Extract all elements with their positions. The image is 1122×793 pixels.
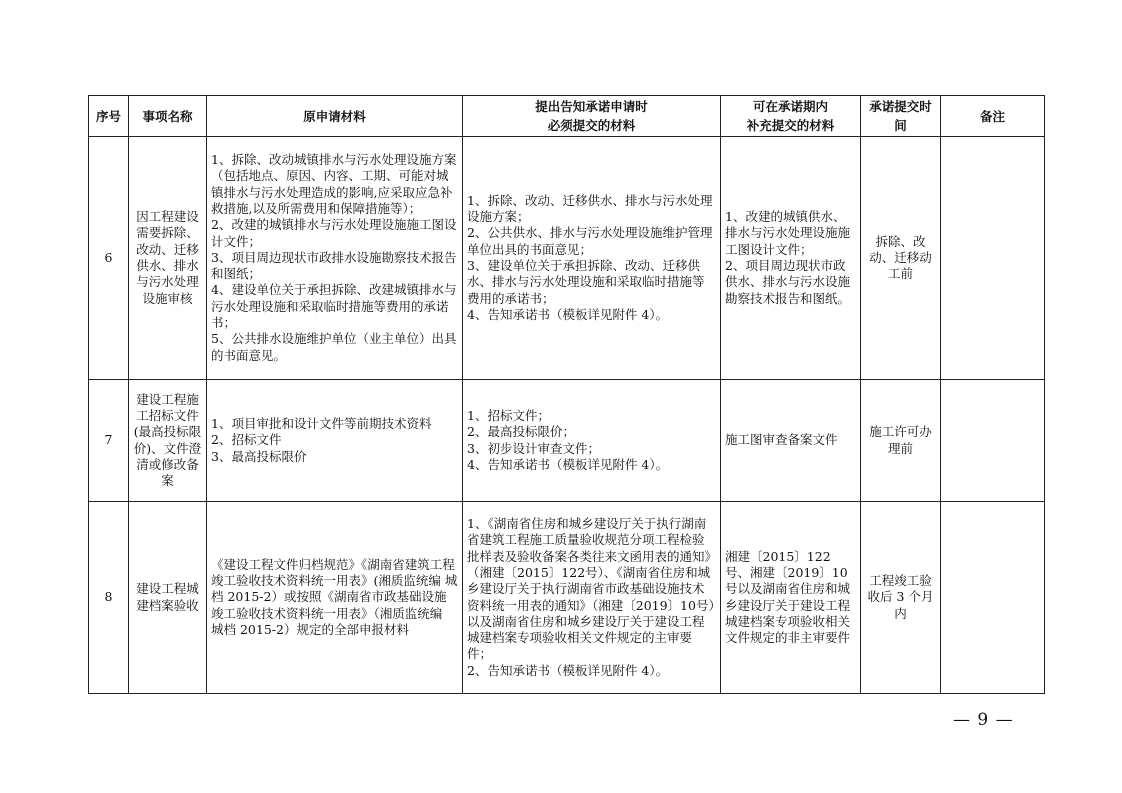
- cell-no: 6: [89, 137, 129, 380]
- cell-supplement-item: 施工图审查备案文件: [725, 432, 838, 448]
- cell-required: [463, 380, 721, 502]
- cell-supplement-item: 湘建〔2015〕122 号、湘建〔2019〕10 号以及湖南省住房和城乡建设厅关于建设工程城建档案专项验收相关文件规定的非主审要件: [725, 548, 851, 646]
- cell-required-item: 2、最高投标限价；: [467, 424, 575, 440]
- cell-required-item: 2、公共供水、排水与污水处理设施维护管理单位出具的书面意见；: [467, 225, 713, 257]
- cell-original-item: 《建设工程文件归档规范》《湖南省建筑工程竣工验收技术资料统一用表》(湘质监统编 城档 2015-2）或按照《湖南省市政基础设施竣工验收技术资料统一用表》（湘质监统编 城档 2015-2）规定的全部申报材料: [211, 556, 458, 637]
- cell-time: 拆除、改动、迁移动工前: [861, 137, 941, 380]
- cell-original-item: 4、建设单位关于承担拆除、改建城镇排水与污水处理设施和采取临时措施等费用的承诺书；: [211, 282, 457, 331]
- cell-original-item: 1、项目审批和设计文件等前期技术资料: [211, 416, 432, 432]
- cell-required-item: 3、初步设计审查文件；: [467, 440, 600, 456]
- table-row: [89, 137, 1045, 380]
- cell-required-item: 4、告知承诺书（模板详见附件 4）。: [467, 456, 669, 472]
- table-row: [89, 380, 1045, 502]
- cell-name: 建设工程施工招标文件(最高投标限价)、文件澄清或修改备案: [129, 380, 207, 502]
- cell-required: [463, 137, 721, 380]
- cell-original: [207, 502, 463, 694]
- cell-required-item: 1、《湖南省住房和城乡建设厅关于执行湖南省建筑工程施工质量验收规范分项工程检验批样表及验收备案各类往来文函用表的通知》（湘建〔2015〕122号）、《湖南省住房和城乡建设厅关于执行湖南省市政基础设施技术资料统一用表的通知》（湘建〔2019〕10号）以及湖南省住房和城乡建设厅关于建设工程城建档案专项验收相关文件规定的主审要件；: [467, 516, 715, 662]
- cell-required-item: 1、招标文件；: [467, 407, 550, 423]
- header-name: 事项名称: [129, 96, 207, 137]
- header-row: [89, 96, 1045, 137]
- cell-original-item: 3、项目周边现状市政排水设施勘察技术报告和图纸；: [211, 249, 457, 282]
- header-time: 承诺提交时间: [861, 96, 941, 137]
- cell-original-item: 2、招标文件: [211, 432, 282, 448]
- cell-original: [207, 137, 463, 380]
- cell-original-item: 1、拆除、改动城镇排水与污水处理设施方案（包括地点、原因、内容、工期、可能对城镇排水与污水处理造成的影响,应采取应急补救措施,以及所需费用和保障措施等）；: [211, 152, 457, 216]
- cell-note: [941, 502, 1045, 694]
- cell-required-item: 1、拆除、改动、迁移供水、排水与污水处理设施方案；: [467, 192, 713, 225]
- cell-supplement-item: 1、改建的城镇供水、排水与污水处理设施施工图设计文件；: [725, 209, 851, 257]
- page-number: — 9 —: [953, 710, 1014, 730]
- header-supplement: 可在承诺期内 补充提交的材料: [721, 96, 861, 137]
- cell-original-item: 2、改建的城镇排水与污水处理设施施工图设计文件；: [211, 217, 457, 249]
- cell-note: [941, 380, 1045, 502]
- cell-name: 建设工程城建档案验收: [129, 502, 207, 694]
- cell-time: 施工许可办理前: [861, 380, 941, 502]
- table-row: [89, 502, 1045, 694]
- header-original: 原申请材料: [207, 96, 463, 137]
- cell-original-item: 3、最高投标限价: [211, 448, 307, 464]
- cell-note: [941, 137, 1045, 380]
- materials-table: [88, 95, 1045, 694]
- cell-required: [463, 502, 721, 694]
- cell-original: [207, 380, 463, 502]
- cell-name: 因工程建设需要拆除、改动、迁移供水、排水与污水处理设施审核: [129, 137, 207, 380]
- cell-supplement: [721, 380, 861, 502]
- cell-no: 7: [89, 380, 129, 502]
- cell-original-item: 5、公共排水设施维护单位（业主单位）出具的书面意见。: [211, 331, 457, 363]
- header-required: 提出告知承诺申请时 必须提交的材料: [463, 96, 721, 137]
- cell-required-item: 2、告知承诺书（模板详见附件 4）。: [467, 662, 669, 678]
- cell-supplement: [721, 502, 861, 694]
- cell-required-item: 3、建设单位关于承担拆除、改动、迁移供水、排水与污水处理设施和采取临时措施等费用的承诺书；: [467, 258, 705, 306]
- header-no: 序号: [89, 96, 129, 137]
- cell-supplement-item: 2、项目周边现状市政供水、排水与污水设施勘察技术报告和图纸。: [725, 258, 851, 306]
- header-note: 备注: [941, 96, 1045, 137]
- cell-no: 8: [89, 502, 129, 694]
- cell-required-item: 4、告知承诺书（模板详见附件 4）。: [467, 306, 669, 322]
- cell-time: 工程竣工验收后 3 个月内: [861, 502, 941, 694]
- cell-supplement: [721, 137, 861, 380]
